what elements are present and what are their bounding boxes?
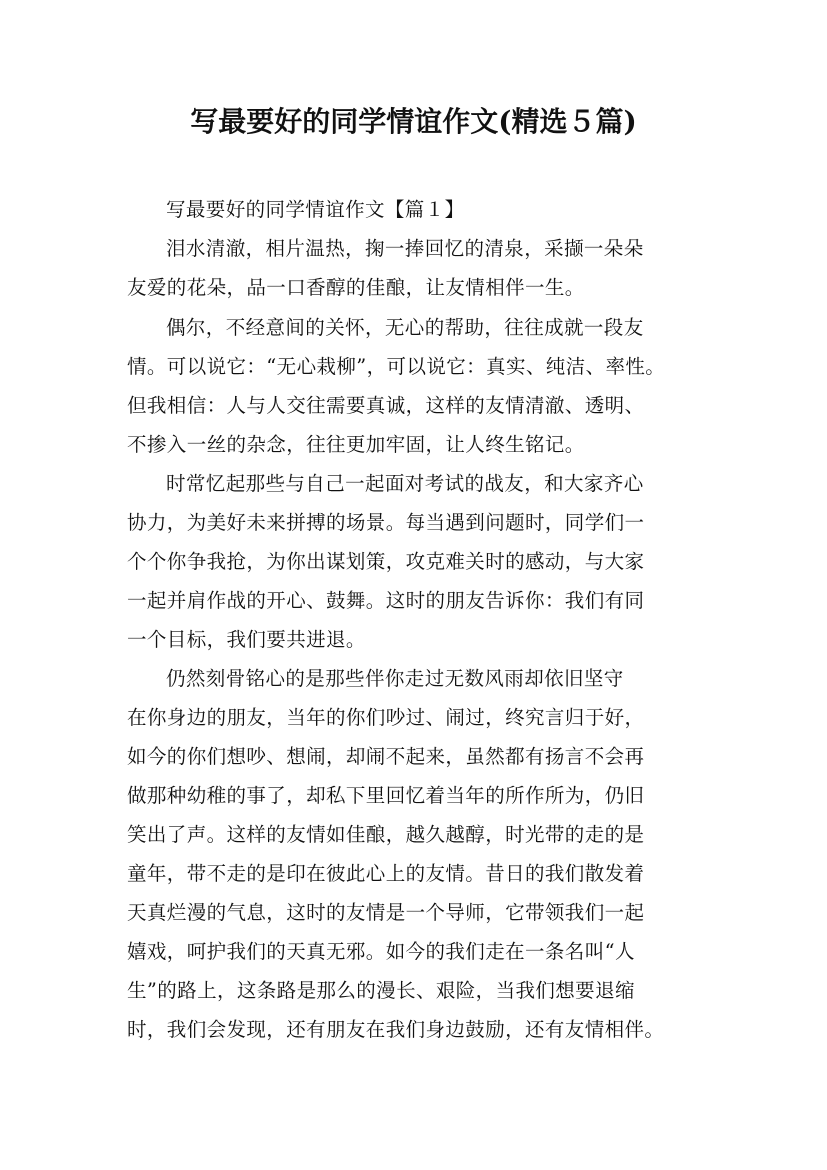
- paragraph-4-line-2: 在你身边的朋友，当年的你们吵过、闹过，终究言归于好，: [127, 706, 645, 729]
- paragraph-3-line-4: 一起并肩作战的开心、鼓舞。这时的朋友告诉你：我们有同: [127, 589, 645, 612]
- paragraph-2-line-4: 不掺入一丝的杂念，往往更加牢固，让人终生铭记。: [127, 433, 585, 456]
- paragraph-3-line-5: 一个目标，我们要共进退。: [127, 628, 366, 651]
- paragraph-3-line-2: 协力，为美好未来拼搏的场景。每当遇到问题时，同学们一: [127, 511, 645, 534]
- paragraph-3-line-1: 时常忆起那些与自己一起面对考试的战友，和大家齐心: [166, 472, 644, 495]
- paragraph-4-line-7: 天真烂漫的气息，这时的友情是一个导师，它带领我们一起: [127, 901, 645, 924]
- paragraph-1-line-1: 泪水清澈，相片温热，掬一捧回忆的清泉，采撷一朵朵: [166, 237, 644, 260]
- paragraph-3-line-3: 个个你争我抢，为你出谋划策，攻克难关时的感动，与大家: [127, 550, 645, 573]
- paragraph-4-line-10: 时，我们会发现，还有朋友在我们身边鼓励，还有友情相伴。: [127, 1018, 665, 1041]
- paragraph-2-line-2: 情。可以说它：“无心栽柳”，可以说它：真实、纯洁、率性。: [127, 355, 666, 378]
- paragraph-4-line-8: 嬉戏，呵护我们的天真无邪。如今的我们走在一条名叫“人: [127, 940, 635, 963]
- document-title: 写最要好的同学情谊作文(精选５篇): [190, 105, 637, 138]
- paragraph-4-line-6: 童年，带不走的是印在彼此心上的友情。昔日的我们散发着: [127, 862, 645, 885]
- paragraph-4-line-5: 笑出了声。这样的友情如佳酿，越久越醇，时光带的走的是: [127, 823, 645, 846]
- paragraph-2-line-3: 但我相信：人与人交往需要真诚，这样的友情清澈、透明、: [127, 394, 645, 417]
- paragraph-4-line-4: 做那种幼稚的事了，却私下里回忆着当年的所作所为，仍旧: [127, 784, 645, 807]
- paragraph-4-line-1: 仍然刻骨铭心的是那些伴你走过无数风雨却依旧坚守: [166, 667, 624, 690]
- paragraph-4-line-3: 如今的你们想吵、想闹，却闹不起来，虽然都有扬言不会再: [127, 745, 645, 768]
- paragraph-1-line-2: 友爱的花朵，品一口香醇的佳酿，让友情相伴一生。: [127, 276, 585, 299]
- paragraph-2-line-1: 偶尔，不经意间的关怀，无心的帮助，往往成就一段友: [166, 316, 644, 339]
- paragraph-4-line-9: 生”的路上，这条路是那么的漫长、艰险，当我们想要退缩: [127, 979, 635, 1002]
- section-heading: 写最要好的同学情谊作文【篇１】: [166, 198, 465, 221]
